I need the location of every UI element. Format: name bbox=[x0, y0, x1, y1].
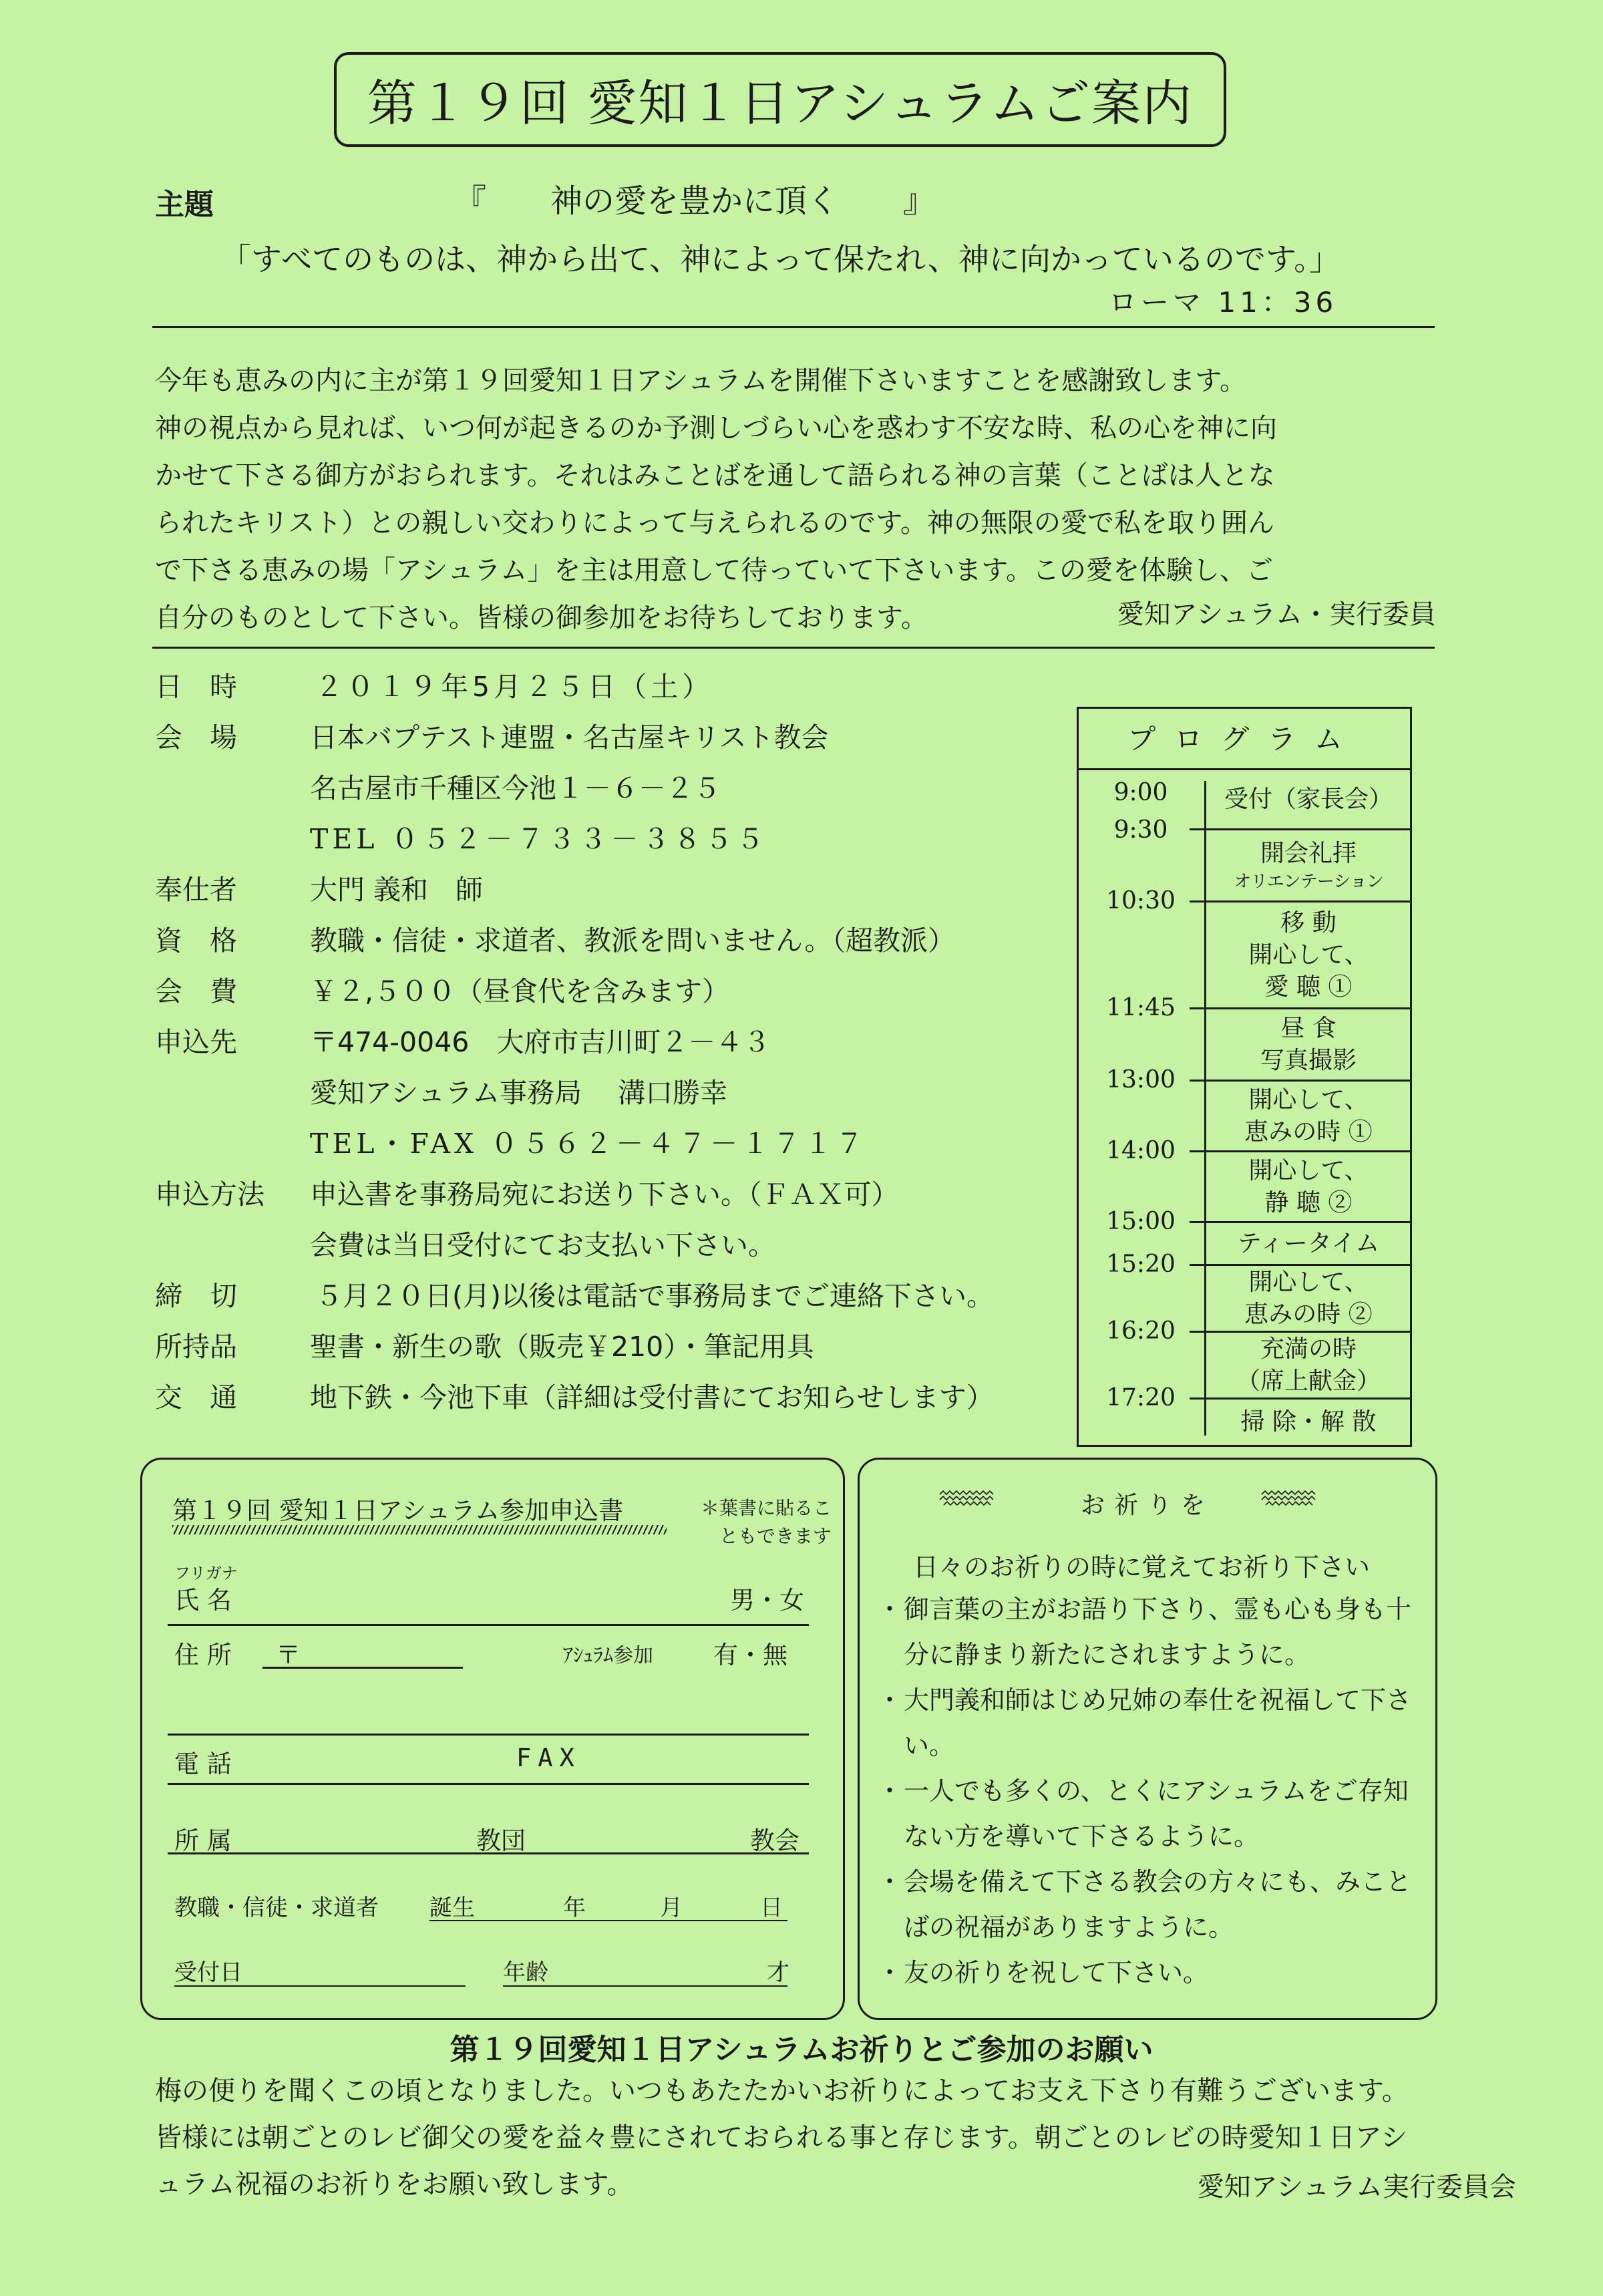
month-label: 月 bbox=[660, 1895, 683, 1921]
detail-value: ５月２０日(月)以後は電話で事務局までご連絡下さい。 bbox=[315, 1280, 994, 1312]
program-item-text: 移 動 bbox=[1280, 909, 1337, 937]
affiliation-label: 所 属 bbox=[174, 1826, 232, 1855]
prayer-lead: 日々のお祈りの時に覚えてお祈り下さい bbox=[913, 1552, 1371, 1582]
application-form bbox=[140, 1458, 845, 2020]
detail-label: 申込方法 bbox=[155, 1178, 264, 1210]
day-label: 日 bbox=[760, 1895, 783, 1921]
address-field[interactable] bbox=[168, 1734, 809, 1736]
program-item bbox=[1206, 1009, 1411, 1080]
status-options[interactable]: 教職・信徒・求道者 bbox=[174, 1895, 379, 1921]
received-date-label: 受付日 bbox=[174, 1959, 242, 1986]
denomination-label: 教団 bbox=[476, 1826, 526, 1855]
program-item bbox=[1206, 1333, 1411, 1398]
footer-title: 第１９回愛知１日アシュラムお祈りとご参加のお願い bbox=[450, 2033, 1153, 2067]
detail-value: 地下鉄・今池下車（詳細は受付書にてお知らせします） bbox=[310, 1381, 994, 1414]
program-item bbox=[1206, 1223, 1411, 1264]
detail-value: 日本バプテスト連盟・名古屋キリスト教会 bbox=[310, 721, 829, 754]
detail-value: 愛知アシュラム事務局 溝口勝幸 bbox=[310, 1077, 728, 1109]
postal-code-field[interactable] bbox=[262, 1667, 463, 1669]
program-item-text: 充満の時 bbox=[1260, 1335, 1357, 1363]
program-item-text: 写真撮影 bbox=[1260, 1046, 1357, 1074]
program-heading: プログラム bbox=[1079, 709, 1410, 770]
program-item-text: 静 聴 ② bbox=[1264, 1188, 1353, 1216]
birth-date-field[interactable] bbox=[429, 1920, 787, 1921]
program-item-text: ティータイム bbox=[1237, 1229, 1380, 1257]
program-item bbox=[1206, 1266, 1411, 1331]
divider bbox=[152, 326, 1435, 328]
detail-label: 交 通 bbox=[155, 1381, 237, 1414]
program-time: 11:45 bbox=[1106, 994, 1176, 1021]
intro-line: 神の視点から見れば、いつ何が起きるのか予測しづらい心を惑わす不安な時、私の心を神に向 bbox=[155, 413, 1277, 444]
furigana-label: フリガナ bbox=[174, 1564, 238, 1583]
detail-value: 大門 義和 師 bbox=[310, 874, 484, 906]
footer-line: 梅の便りを聞くこの頃となりました。いつもあたたかいお祈りによってお支え下さり有難うございます。 bbox=[155, 2076, 1409, 2106]
detail-label: 会 費 bbox=[155, 975, 237, 1007]
prayer-item: ・ 御言葉の主がお語り下さり、霊も心も身も十分に静まり新たにされますように。 bbox=[885, 1587, 1419, 1677]
footer-line: 皆様には朝ごとのレビ御父の愛を益々豊にされておられる事と存じます。朝ごとのレビの時愛知１日アシ bbox=[155, 2122, 1408, 2153]
age-label: 年齢 bbox=[503, 1959, 548, 1986]
detail-label: 申込先 bbox=[155, 1026, 237, 1058]
detail-label: 資 格 bbox=[155, 925, 237, 957]
prayer-heading: お祈りを bbox=[1080, 1492, 1214, 1519]
prayer-item: ・ 大門義和師はじめ兄姉の奉仕を祝福して下さい。 bbox=[885, 1677, 1419, 1768]
program-item-text: 開心して、 bbox=[1248, 1086, 1369, 1114]
detail-value: 教職・信徒・求道者、教派を問いません。（超教派） bbox=[310, 925, 955, 957]
divider bbox=[152, 647, 1435, 649]
footer-signature: 愛知アシュラム実行委員会 bbox=[1197, 2172, 1516, 2202]
intro-line: かせて下さる御方がおられます。それはみことばを通して語られる神の言葉（ことばは人とな bbox=[155, 460, 1275, 491]
program-item bbox=[1206, 1400, 1411, 1445]
detail-value: 名古屋市千種区今池１－６－２５ bbox=[310, 772, 721, 804]
prayer-item: ・ 一人でも多くの、とくにアシュラムをご存知ない方を導いて下さるように。 bbox=[885, 1768, 1419, 1859]
intro-line: られたキリスト）との親しい交わりによって与えられるのです。神の無限の愛で私を取り囲ん bbox=[155, 508, 1274, 538]
page-title-box bbox=[334, 52, 1226, 147]
program-time: 16:20 bbox=[1106, 1317, 1176, 1345]
theme-text: 『 神の愛を豊かに頂く 』 bbox=[454, 182, 936, 220]
program-item bbox=[1206, 770, 1411, 828]
program-time: 15:00 bbox=[1106, 1208, 1176, 1235]
fax-label: FAX bbox=[516, 1744, 581, 1772]
ashram-attend-label: ｱｼｭﾗﾑ参加 bbox=[563, 1644, 653, 1667]
hatch-underline bbox=[172, 1525, 667, 1534]
detail-value: 聖書・新生の歌（販売￥210）・筆記用具 bbox=[310, 1331, 814, 1363]
program-item-text: 開心して、 bbox=[1248, 1156, 1369, 1184]
detail-label: 奉仕者 bbox=[155, 874, 237, 906]
footer-line: ュラム祝福のお祈りをお願い致します。 bbox=[155, 2169, 634, 2200]
program-time: 9:30 bbox=[1113, 816, 1168, 844]
age-unit: 才 bbox=[767, 1959, 789, 1986]
detail-label: 締 切 bbox=[155, 1280, 237, 1312]
program-item-text: （席上献金） bbox=[1236, 1367, 1381, 1395]
form-title: 第１９回 愛知１日アシュラム参加申込書 bbox=[172, 1496, 624, 1525]
program-item-text: 恵みの時 ① bbox=[1244, 1118, 1373, 1146]
program-item-text: 掃 除・解 散 bbox=[1240, 1408, 1377, 1436]
phone-label: 電 話 bbox=[174, 1750, 232, 1778]
detail-label: 会 場 bbox=[155, 721, 237, 754]
verse-reference: ローマ 11：36 bbox=[1109, 286, 1338, 319]
prayer-requests bbox=[858, 1458, 1437, 2020]
detail-label: 日 時 bbox=[155, 671, 237, 703]
program-item-text: 受付（家長会） bbox=[1224, 785, 1393, 813]
program-item-subtext: オリエンテーション bbox=[1234, 871, 1383, 892]
detail-value: TEL ０５２－７３３－３８５５ bbox=[310, 823, 768, 855]
prayer-list bbox=[885, 1587, 1419, 1995]
program-time: 10:30 bbox=[1106, 887, 1176, 915]
program-item-text: 恵みの時 ② bbox=[1244, 1300, 1373, 1328]
program-time: 17:20 bbox=[1106, 1384, 1176, 1412]
detail-value: ２０１９年5月２５日（土） bbox=[315, 671, 714, 703]
detail-value: 申込書を事務局宛にお送り下さい。（ＦＡＸ可） bbox=[310, 1178, 899, 1210]
age-field[interactable] bbox=[503, 1985, 787, 1987]
detail-value: TEL・FAX ０５６２－４７－１７１７ bbox=[310, 1128, 868, 1160]
program-time: 9:00 bbox=[1113, 779, 1168, 806]
program-item-text: 開心して、 bbox=[1248, 941, 1369, 969]
attend-options[interactable]: 有・無 bbox=[713, 1641, 787, 1669]
program-time: 14:00 bbox=[1106, 1137, 1176, 1164]
detail-label: 所持品 bbox=[155, 1331, 237, 1363]
year-label: 年 bbox=[563, 1895, 586, 1921]
program-item bbox=[1206, 830, 1411, 900]
bible-verse: 「すべてのものは、神から出て、神によって保たれ、神に向かっているのです。」 bbox=[220, 241, 1341, 277]
name-field[interactable] bbox=[168, 1624, 809, 1626]
gender-options[interactable]: 男・女 bbox=[730, 1586, 804, 1615]
intro-signature: 愛知アシュラム・実行委員 bbox=[1117, 599, 1436, 630]
detail-value: ￥２,５００（昼食代を含みます） bbox=[310, 975, 730, 1007]
wave-ornament-icon bbox=[1260, 1489, 1320, 1509]
program-item-text: 愛 聴 ① bbox=[1264, 973, 1353, 1001]
detail-value: 〒474-0046 大府市吉川町２－４３ bbox=[310, 1026, 771, 1058]
address-label: 住 所 bbox=[174, 1641, 232, 1669]
program-schedule bbox=[1077, 707, 1412, 1447]
program-item-text: 昼 食 bbox=[1280, 1014, 1337, 1042]
program-item bbox=[1206, 903, 1411, 1007]
received-date-field[interactable] bbox=[174, 1985, 466, 1987]
prayer-item: ・ 友の祈りを祝して下さい。 bbox=[885, 1950, 1419, 1995]
intro-line: で下さる恵みの場「アシュラム」を主は用意して待っていて下さいます。この愛を体験し、ご bbox=[155, 555, 1273, 586]
program-item-text: 開心して、 bbox=[1248, 1268, 1369, 1296]
program-time: 13:00 bbox=[1106, 1066, 1176, 1094]
theme-label: 主題 bbox=[155, 188, 214, 222]
program-time: 15:20 bbox=[1106, 1251, 1176, 1278]
birth-label: 誕生 bbox=[429, 1895, 475, 1921]
postal-mark: 〒 bbox=[276, 1641, 301, 1669]
name-label: 氏 名 bbox=[174, 1586, 232, 1615]
prayer-item: ・ 会場を備えて下さる教会の方々にも、みことばの祝福がありますように。 bbox=[885, 1859, 1419, 1950]
program-item-text: 開会礼拝 bbox=[1260, 839, 1357, 867]
intro-line: 自分のものとして下さい。皆様の御参加をお待ちしております。 bbox=[155, 603, 928, 633]
intro-line: 今年も恵みの内に主が第１９回愛知１日アシュラムを開催下さいますことを感謝致します。 bbox=[155, 365, 1246, 396]
page-title: 第１９回 愛知１日アシュラムご案内 bbox=[367, 75, 1194, 132]
affiliation-field[interactable] bbox=[168, 1852, 809, 1854]
form-note: ＊葉書に貼ることもできます bbox=[700, 1497, 832, 1547]
program-item bbox=[1206, 1082, 1411, 1150]
phone-field[interactable] bbox=[168, 1783, 809, 1785]
program-item bbox=[1206, 1152, 1411, 1221]
detail-value: 会費は当日受付にてお支払い下さい。 bbox=[310, 1229, 775, 1261]
church-label: 教会 bbox=[750, 1826, 799, 1855]
